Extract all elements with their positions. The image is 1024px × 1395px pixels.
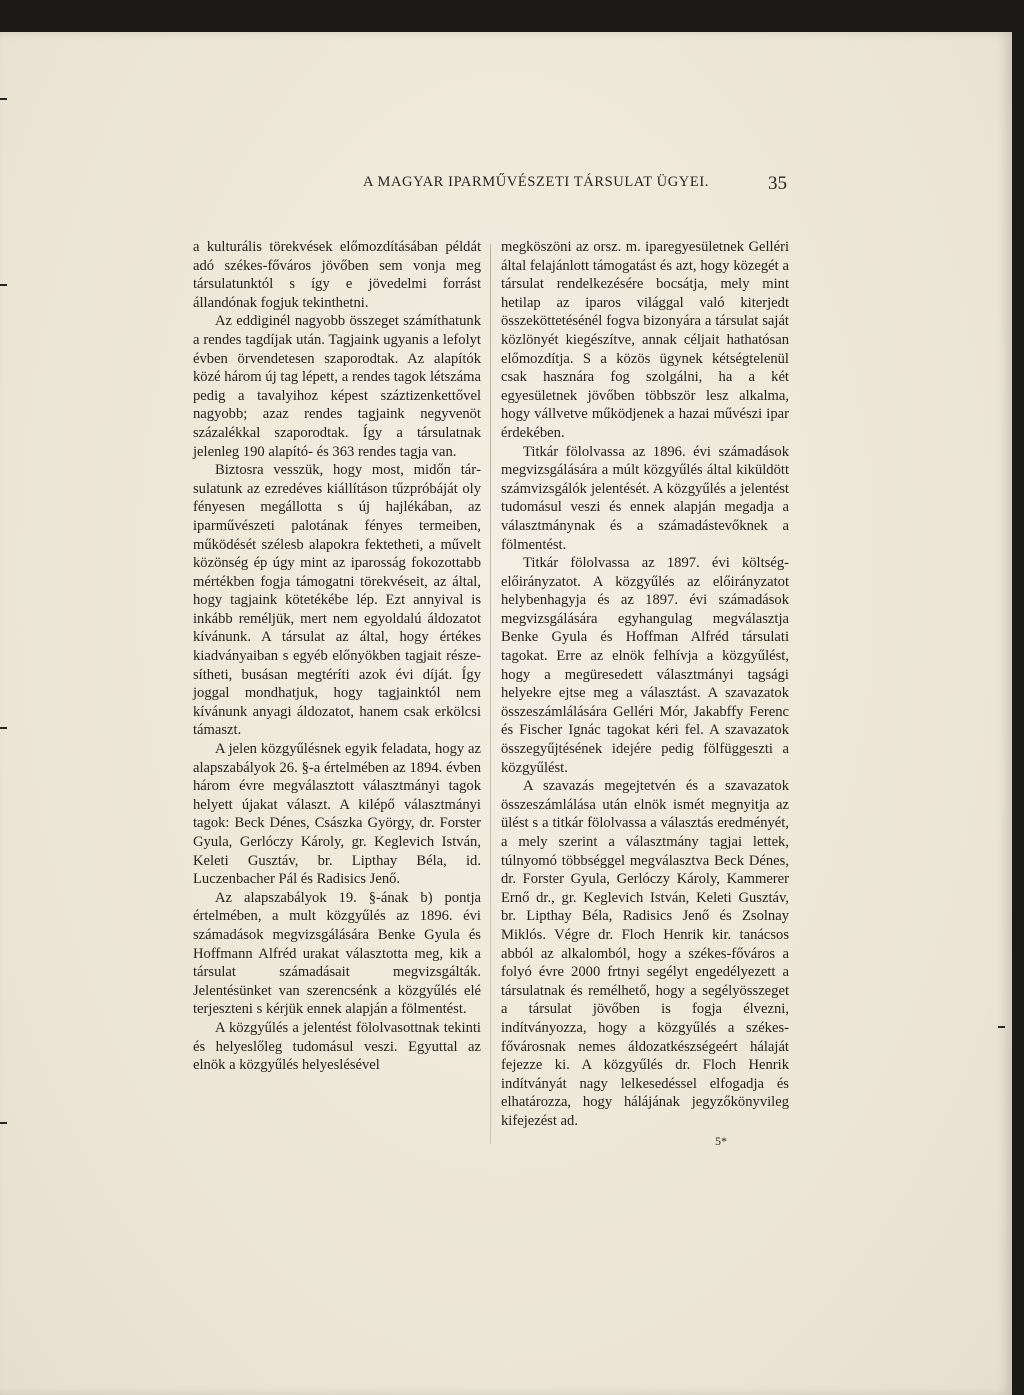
column-divider: [490, 244, 491, 1144]
edge-mark: [0, 98, 7, 100]
paragraph: Biztosra vesszük, hogy most, midőn társulatunk az ezredéves kiállításon tűzpróbáját oly fényesen megállotta s új hajlékában, az iparművészeti palotának fényes termeiben, működését szélesb alapokra fektetheti, a művelt közönség ép úgy mint az iparosság fokozottabb mértékben fogja támogatni törekvéseit, az által, hogy tagjaink kötetékébe lép. Ezt annyival is inkább reméljük, mert nem egyoldalú áldozatot kívánunk. A társulat az által, hogy értékes kiadványaiban s egyéb előnyökben tagjait részesítheti, busásan megtéríti azok évi díját. Így joggal mondhatjuk, hogy tagjainktól nem kívánunk anyagi áldozatot, hanem csak erkölcsi támaszt.: [193, 462, 481, 739]
paragraph: Az alapszabályok 19. §-ának b) pontja értelmében, a mult közgyűlés az 1896. évi számadások megvizsgálására Benke Gyula és Hoffmann Alfréd urakat választotta meg, kik a társulat számadásait megvizsgálták. Jelentésünket van szerencsénk a közgyűlés elé terjeszteni s kérjük ennek alapján a fölmentést.: [193, 889, 481, 1018]
edge-mark: [0, 727, 7, 729]
paragraph: Az eddiginél nagyobb összeget számíthatunk a rendes tagdíjak után. Tagjaink ugyanis a lefolyt évben örvendetesen szaporodtak. Az alapítók közé három új tag lépett, a rendes tagok létszáma pedig a tavalyihoz képest száztizenkettővel nagyobb; azaz rendes tagjaink negyvenöt százalékkal szaporodtak. Így a társulatnak jelenleg 190 alapító- és 363 rendes tagja van.: [193, 313, 481, 460]
page-header: [0, 168, 1012, 198]
page-number: 35: [768, 173, 787, 194]
paragraph: Titkár fölolvassa az 1897. évi költségelőirányzatot. A közgyűlés az előirányzatot helybenhagyja és az 1897. évi számadások megvizsgálására egyhangulag megválasztja Benke Gyula és Hoffman Alfréd társulati tagokat. Erre az elnök felhívja a közgyűlést, hogy a megüresedett választmányi tagsági helyekre ejtse meg a választást. A szavazatok összeszámlálására Gelléri Mór, Jakabffy Ferenc és Fischer Ignác tagokat kéri fel. A szavazatok összegyűjtésének idejére pedig fölfüggeszti a közgyűlést.: [501, 555, 789, 776]
running-head: A MAGYAR IPARMŰVÉSZETI TÁRSULAT ÜGYEI.: [363, 174, 709, 190]
paragraph: A szavazás megejtetvén és a szavazatok összeszámlálása után elnök ismét megnyitja az ülést s a titkár fölolvassa a választás eredményét, a mely szerint a választmány tagjai lettek, túlnyomó többséggel megválasztva Beck Dénes, dr. Forster Gyula, Gerlóczy Károly, Kammerer Ernő dr., gr. Keglevich István, Keleti Gusztáv, br. Lipthay Béla, Radisics Jenő és Zsolnay Miklós. Végre dr. Floch Henrik kir. tanácsos abból az alkalomból, hogy a székes-főváros a folyó évre 2000 frtnyi segélyt engedélyezett a társulatnak és remélhető, hogy a segélyösszeget a társulat jövőben is fogja élvezni, indítványozza, hogy a közgyűlés a székes-fővárosnak nemes áldozatkészségeért hálaját fejezze ki. A közgyűlés dr. Floch Henrik indítványát nagy lelkesedéssel elfogadja és elhatározza, hogy hálájának jegyzőkönyvileg kifejezést ad.: [501, 778, 789, 1129]
paragraph: a kulturális törekvések előmozdításában példát adó székes-főváros jövőben sem vonja meg társulatunktól s így e jövedelmi forrást állandónak fogjuk tekinthetni.: [193, 239, 481, 311]
paragraph: megköszöni az orsz. m. iparegyesületnek Gelléri által felajánlott támogatást és azt, hogy közegét a társulat rendelkezésére bocsátja, mely mint hetilap az iparos világgal való kiterjedt összeköttetésénél fogva bizonyára a társulat saját közlönyét kiegészítve, annak céljait hathatósan előmozdítja. S a közös ügynek kétségtelenül csak hasznára fog szolgálni, ha a két egyesületnek jövőben többször lesz alkalma, hogy vállvetve működjenek a hazai művészi ipar érdekében.: [501, 239, 789, 441]
paragraph: A közgyűlés a jelentést fölolvasottnak tekinti és helyeslőleg tudomásul veszi. Egyuttal az elnök a közgyűlés helyeslésével: [193, 1019, 481, 1074]
edge-mark: [0, 1122, 7, 1124]
right-column: [501, 238, 789, 1131]
left-column: [193, 238, 481, 1075]
paragraph: A jelen közgyűlésnek egyik feladata, hogy az alapszabályok 26. §-a értelmében az 1894. évben három évre megválasztott választmányi tagok helyett újakat választ. A kilépő választmányi tagok: Beck Dénes, Császka György, dr. Forster Gyula, Gerlóczy Károly, gr. Keglevich István, Keleti Gusztáv, br. Lipthay Béla, id. Luczenbacher Pál és Radisics Jenő.: [193, 741, 481, 888]
paragraph: Titkár fölolvassa az 1896. évi számadások megvizsgálására a múlt közgyűlés által kiküldött számvizsgálók jelentését. A közgyűlés a jelentést tudomásul veszi és ennek alapján megadja a választmánynak és a számadástevőknek a fölmentést.: [501, 443, 789, 553]
edge-mark: [0, 284, 7, 286]
signature-mark: 5*: [715, 1134, 727, 1148]
edge-mark: [998, 1026, 1005, 1028]
